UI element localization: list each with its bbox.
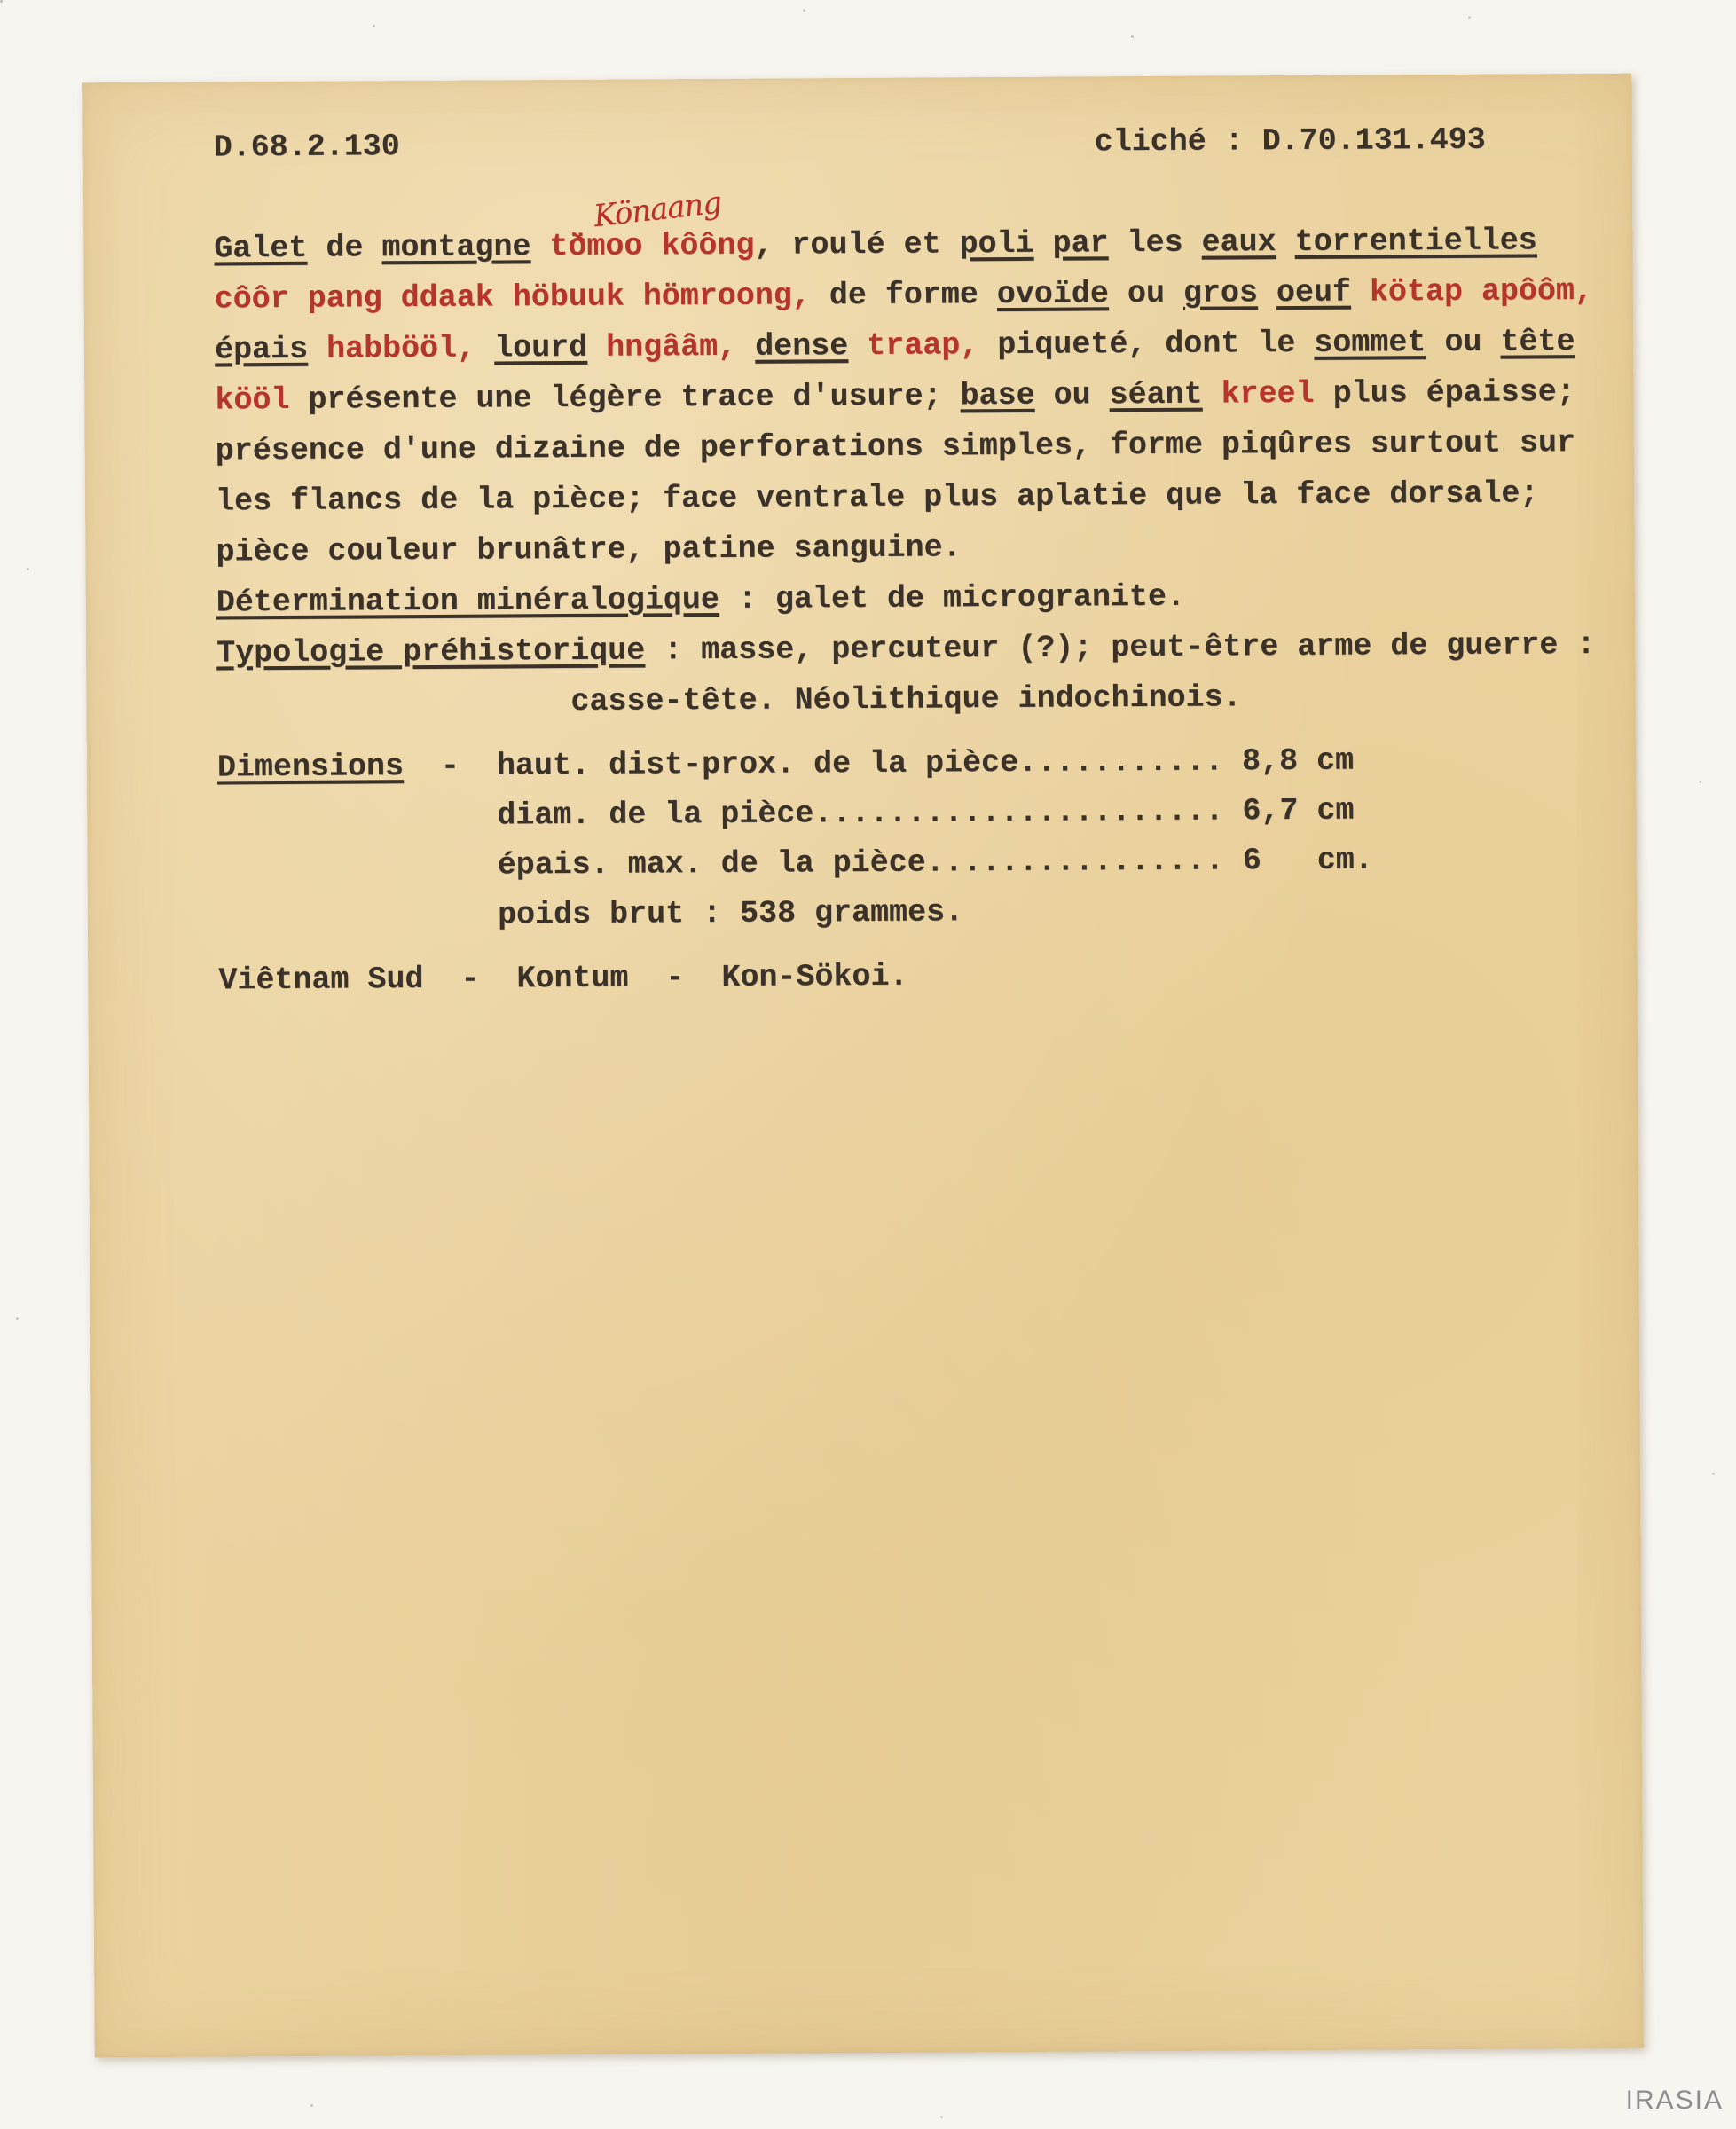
typed-text	[308, 332, 326, 367]
typed-text: les	[1108, 224, 1202, 262]
vernacular-term: tömoo kôông	[549, 227, 755, 265]
typed-text	[475, 331, 494, 366]
vernacular-term: kreel	[1221, 375, 1315, 412]
dimension-line	[217, 785, 1373, 842]
underlined-term: gros	[1182, 275, 1259, 311]
typed-text: ou	[1108, 275, 1184, 312]
typed-text: ou	[1034, 377, 1110, 413]
typed-text: de	[307, 230, 382, 266]
vernacular-term: traap,	[867, 327, 979, 364]
text-line	[215, 317, 1594, 375]
typed-text: présence d'une dizaine de perforations simples, forme piqûres surtout sur	[215, 425, 1576, 469]
underlined-term: Galet	[214, 230, 308, 267]
text-line	[215, 266, 1594, 325]
text-line	[216, 418, 1595, 476]
underlined-term: ovoïde	[996, 276, 1110, 313]
typed-text: , roulé et	[754, 226, 960, 263]
underlined-term: sommet	[1314, 325, 1426, 361]
section-heading: Dimensions	[216, 749, 405, 786]
cliche-reference: cliché : D.70.131.493	[1094, 122, 1486, 161]
vernacular-term: kötap apôôm,	[1369, 272, 1594, 310]
typed-text: de forme	[810, 277, 997, 314]
scan-speck	[0, 0, 3, 3]
typed-text: : masse, percuteur (?); peut-être arme de guerre :	[645, 626, 1596, 669]
typed-text	[1276, 224, 1294, 260]
underlined-term: torrentielles	[1294, 223, 1537, 261]
underlined-term: oeuf	[1276, 274, 1352, 311]
description-paragraph	[214, 216, 1596, 729]
typed-text: casse-tête. Néolithique indochinois.	[570, 680, 1242, 720]
text-line	[215, 367, 1594, 426]
section-heading: Typologie préhistorique	[216, 632, 646, 672]
typed-text: : galet de microgranite.	[719, 578, 1186, 617]
underlined-term: par	[1052, 225, 1109, 262]
typed-text	[1202, 377, 1221, 412]
underlined-term: séant	[1109, 376, 1203, 413]
typed-text	[736, 329, 755, 365]
underlined-term: tête	[1500, 324, 1575, 360]
inventory-number: D.68.2.130	[213, 129, 400, 166]
typed-text: piqueté, dont le	[978, 325, 1315, 364]
typed-text	[530, 229, 549, 264]
underlined-term: épais	[214, 331, 309, 368]
typed-text	[1258, 275, 1276, 310]
typed-text: présente une légère trace d'usure;	[289, 378, 961, 418]
text-line	[216, 570, 1596, 628]
typed-text: - haut. dist-prox. de la pièce........... 8,8 cm	[403, 742, 1355, 785]
dimensions-block	[217, 735, 1374, 941]
text-line	[216, 671, 1596, 729]
text-line	[216, 519, 1595, 577]
handwritten-word: Könaang	[592, 185, 723, 235]
text-line	[214, 216, 1593, 274]
typed-text	[1033, 226, 1052, 262]
typed-text	[848, 328, 867, 364]
underlined-term: poli	[959, 225, 1034, 263]
dimension-line	[218, 884, 1374, 941]
index-card	[82, 74, 1644, 2058]
dimension-line	[217, 835, 1373, 892]
location-line: Viêtnam Sud - Kontum - Kon-Sökoi.	[218, 958, 908, 999]
vernacular-term: kööl	[215, 381, 290, 419]
typed-text	[587, 330, 606, 365]
typed-text: pièce couleur brunâtre, patine sanguine.	[216, 530, 962, 570]
dimension-line	[217, 735, 1373, 792]
text-line	[216, 468, 1595, 527]
vernacular-term: côôr pang ddaak höbuuk hömroong,	[214, 278, 811, 318]
typed-text	[1351, 274, 1370, 310]
underlined-term: dense	[755, 328, 849, 365]
underlined-term: montagne	[381, 229, 531, 266]
typed-text: épais. max. de la pièce................ 6 cm.	[217, 842, 1373, 885]
typed-text: plus épaisse;	[1314, 374, 1575, 412]
typed-text: les flancs de la pièce; face ventrale plus aplatie que la face dorsale;	[215, 475, 1539, 520]
underlined-term: eaux	[1201, 224, 1276, 261]
text-line	[216, 620, 1596, 679]
section-heading: Détermination minéralogique	[216, 581, 720, 621]
underlined-term: lourd	[494, 329, 588, 366]
underlined-term: base	[960, 377, 1035, 414]
vernacular-term: hngââm,	[606, 328, 737, 365]
vernacular-term: habbööl,	[326, 330, 476, 367]
typed-text: poids brut : 538 grammes.	[217, 894, 964, 935]
typed-text: ou	[1426, 324, 1501, 361]
typed-text: diam. de la pièce...................... 6,7 cm	[217, 792, 1355, 836]
watermark-label: IRASIA	[1625, 2086, 1724, 2115]
